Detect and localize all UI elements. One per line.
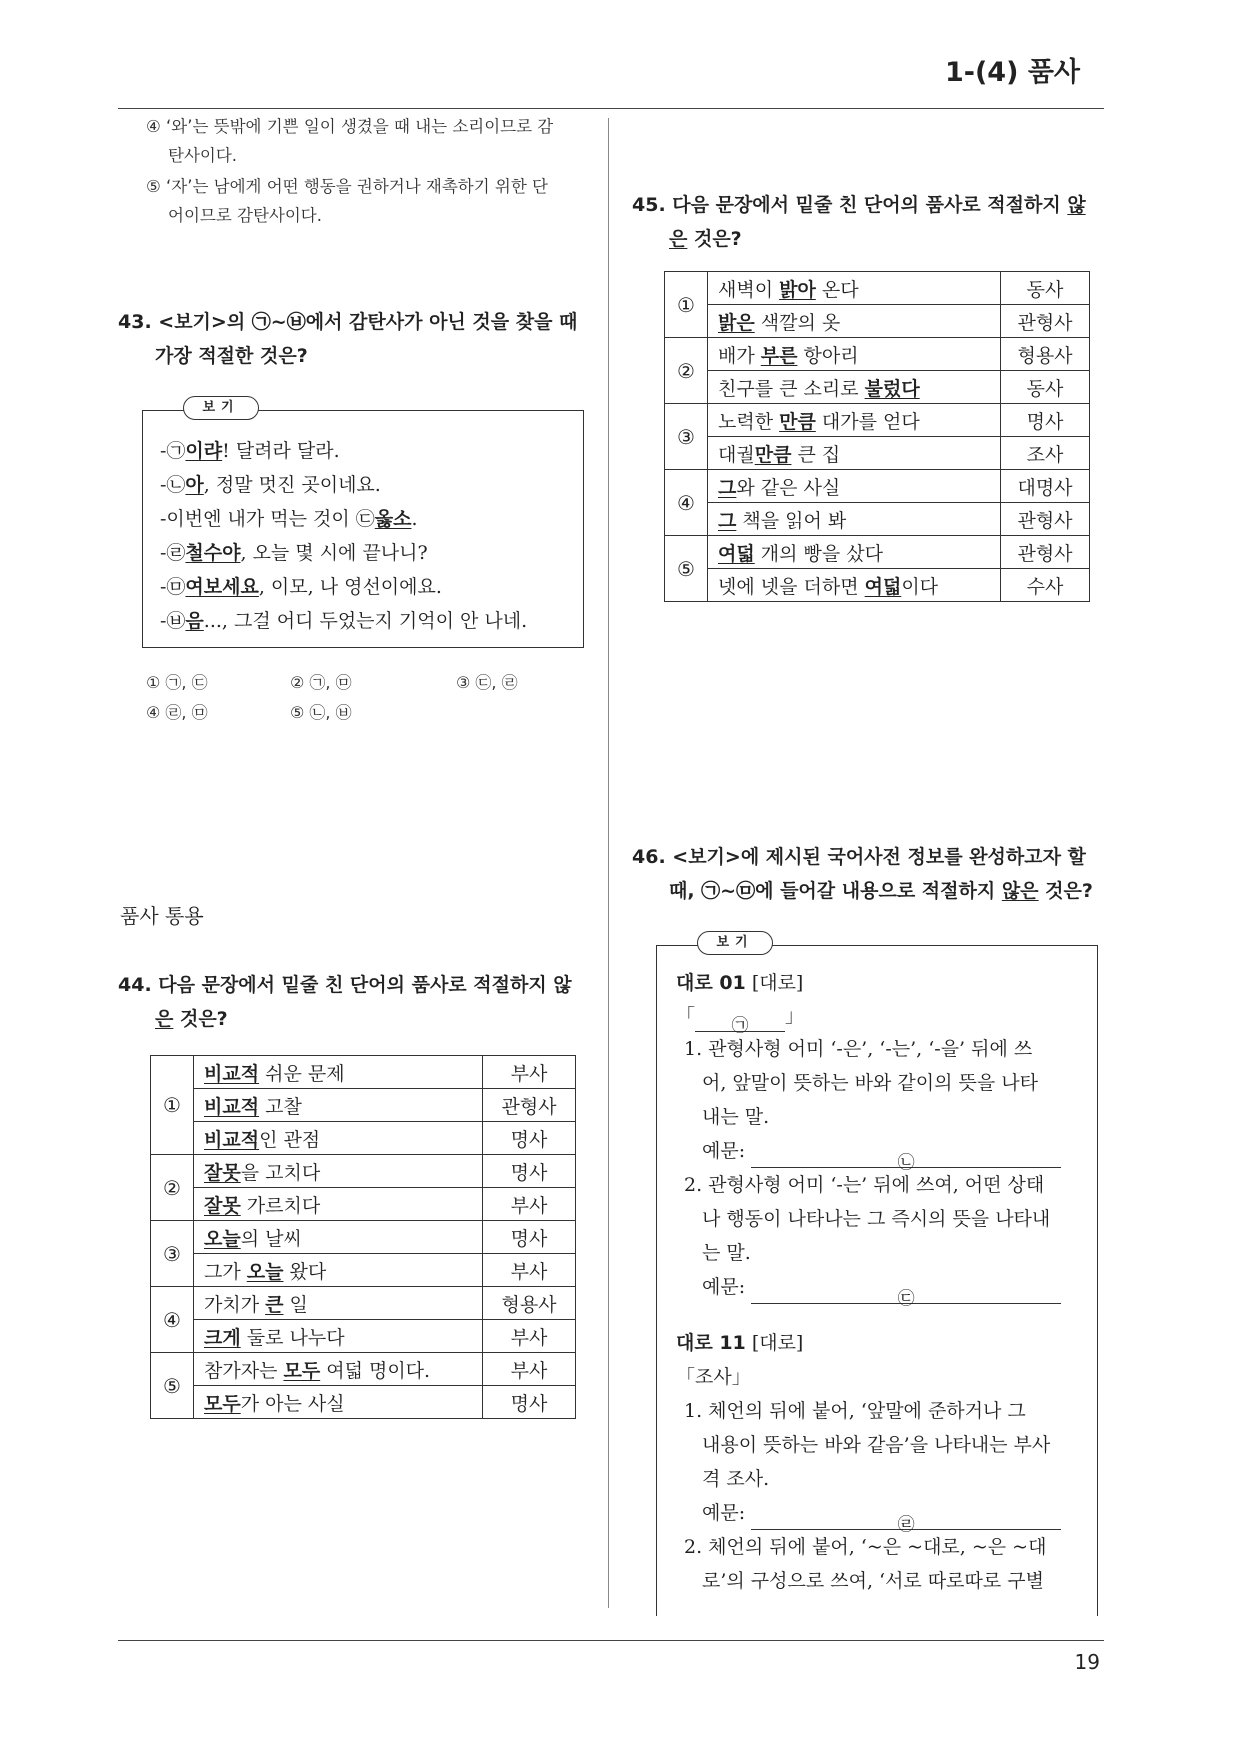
q43-line-3: -이번엔 내가 먹는 것이 ㉢옳소. [160,508,418,530]
q43-option-3[interactable]: ③ ㉢, ㉣ [456,673,518,692]
q45-num-4[interactable]: ④ [665,470,708,536]
q44-title: 44. 다음 문장에서 밑줄 친 단어의 품사로 적절하지 않 은 것은? [118,974,572,1030]
q44-num-4[interactable]: ④ [151,1287,194,1353]
table-row: ⑤ 참가자는 모두 여덟 명이다. 부사 [151,1353,576,1386]
table-row: ⑤ 여덟 개의 빵을 샀다 관형사 [665,536,1090,569]
q46-dictionary [676,966,1086,1598]
q43-option-5[interactable]: ⑤ ㉡, ㉥ [290,703,352,722]
q43-option-2[interactable]: ② ㉠, ㉤ [290,673,352,692]
page-number: 19 [1074,1650,1100,1674]
prev-choice-4: ④ ‘와’는 뜻밖에 기쁜 일이 생겼을 때 내는 소리이므로 감 탄사이다. [146,117,554,165]
q45-num-5[interactable]: ⑤ [665,536,708,602]
q43-option-4[interactable]: ④ ㉣, ㉤ [146,703,208,722]
entry-1-head: 대로 01 [대로] [676,972,804,994]
entry-1-pos: 「 ㉠ 」 [676,1005,805,1036]
q45-title: 45. 다음 문장에서 밑줄 친 단어의 품사로 적절하지 않 은 것은? [632,194,1086,250]
q44-num-2[interactable]: ② [151,1155,194,1221]
q45-num-1[interactable]: ① [665,272,708,338]
blank-a: ㉠ [695,1009,785,1032]
section-label: 품사 통용 [120,904,204,928]
q43-box-tag: 보기 [183,396,259,420]
q43-line-4: -㉣철수야, 오늘 몇 시에 끝나니? [160,542,428,564]
q43-option-1[interactable]: ① ㉠, ㉢ [146,673,208,692]
column-divider [608,118,609,1608]
table-row: 친구를 큰 소리로 불렀다 동사 [665,371,1090,404]
sense-1: 1. 관형사형 어미 ‘-은’, ‘-는’, ‘-을’ 뒤에 쓰 어, 앞말이 뜻하는 바와 같이의 뜻을 나타 내는 말. 예문: ㉡ [676,1032,1086,1168]
sense-2: 2. 관형사형 어미 ‘-는’ 뒤에 쓰여, 어떤 상태 나 행동이 나타나는 그 즉시의 뜻을 나타내 는 말. 예문: ㉢ [676,1168,1086,1304]
q45-num-2[interactable]: ② [665,338,708,404]
q45-num-3[interactable]: ③ [665,404,708,470]
q43-line-2: -㉡아, 정말 멋진 곳이네요. [160,474,381,496]
table-row: ④ 그와 같은 사실 대명사 [665,470,1090,503]
q44-table [150,1055,576,1419]
q46-box-tag: 보기 [697,931,773,955]
q44-num-3[interactable]: ③ [151,1221,194,1287]
table-row: 비교적 고찰 관형사 [151,1089,576,1122]
table-row: ② 잘못을 고치다 명사 [151,1155,576,1188]
table-row: 대궐만큼 큰 집 조사 [665,437,1090,470]
table-row: ④ 가치가 큰 일 형용사 [151,1287,576,1320]
table-row: ③ 오늘의 날씨 명사 [151,1221,576,1254]
page-title: 1-(4) 품사 [944,57,1080,88]
sense-3: 1. 체언의 뒤에 붙어, ‘앞말에 준하거나 그 내용이 뜻하는 바와 같음’을 나타내는 부사 격 조사. 예문: ㉣ [676,1394,1086,1530]
example-c: 예문: ㉢ [684,1270,1086,1304]
q44-num-5[interactable]: ⑤ [151,1353,194,1419]
footer-divider [118,1640,1104,1641]
q46-title: 46. <보기>에 제시된 국어사전 정보를 완성하고자 할 때, ㉠~㉤에 들어갈 내용으로 적절하지 않은 것은? [632,846,1093,902]
table-row: 모두가 아는 사실 명사 [151,1386,576,1419]
table-row: ① 비교적 쉬운 문제 부사 [151,1056,576,1089]
table-row: 크게 둘로 나누다 부사 [151,1320,576,1353]
example-d: 예문: ㉣ [684,1496,1086,1530]
q43-box-content [160,434,580,638]
table-row: 넷에 넷을 더하면 여덟이다 수사 [665,569,1090,602]
q45-table [664,271,1090,602]
q43-line-5: -㉤여보세요, 이모, 나 영선이에요. [160,576,442,598]
q43-title: 43. <보기>의 ㉠~㉥에서 감탄사가 아닌 것을 찾을 때 가장 적절한 것은? [118,311,578,367]
table-row: ③ 노력한 만큼 대가를 얻다 명사 [665,404,1090,437]
example-b: 예문: ㉡ [684,1134,1086,1168]
table-row: 잘못 가르치다 부사 [151,1188,576,1221]
entry-2-head: 대로 11 [대로] [676,1332,804,1354]
prev-choice-5: ⑤ ‘자’는 남에게 어떤 행동을 권하거나 재촉하기 위한 단 어이므로 감탄사이다. [146,177,548,225]
entry-2-pos: 「조사」 [676,1366,751,1388]
table-row: 비교적인 관점 명사 [151,1122,576,1155]
table-row: ① 새벽이 밝아 온다 동사 [665,272,1090,305]
header-divider [118,108,1104,109]
table-row: 그가 오늘 왔다 부사 [151,1254,576,1287]
sense-4: 2. 체언의 뒤에 붙어, ‘~은 ~대로, ~은 ~대 로’의 구성으로 쓰여, ‘서로 따로따로 구별 [684,1536,1047,1592]
q43-line-1: -㉠이랴! 달려라 달라. [160,440,340,462]
table-row: ② 배가 부른 항아리 형용사 [665,338,1090,371]
table-row: 밝은 색깔의 옷 관형사 [665,305,1090,338]
q44-num-1[interactable]: ① [151,1056,194,1155]
table-row: 그 책을 읽어 봐 관형사 [665,503,1090,536]
q43-line-6: -㉥음..., 그걸 어디 두었는지 기억이 안 나네. [160,610,528,632]
